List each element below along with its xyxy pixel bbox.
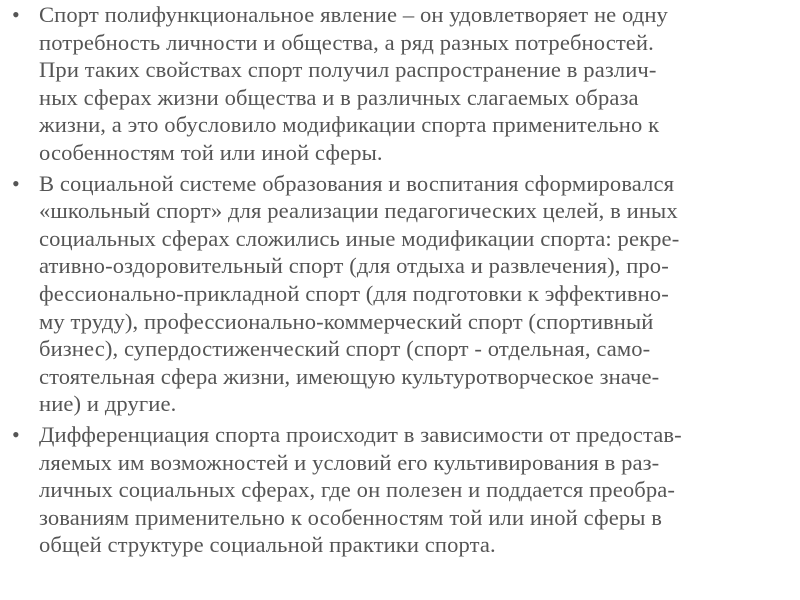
text-line: личных социальных сферах, где он полезен и поддается преобра- xyxy=(39,477,675,503)
text-line: общей структуре социальной практики спорта. xyxy=(39,532,496,558)
text-line: социальных сферах сложились иные модификации спорта: рекре- xyxy=(39,225,680,251)
text-line: фессионально-прикладной спорт (для подготовки к эффективно- xyxy=(39,280,669,306)
text-line: бизнес), супердостиженческий спорт (спорт - отдельная, само- xyxy=(39,336,651,362)
text-line: ние) и другие. xyxy=(39,391,177,417)
bullet-icon: • xyxy=(12,170,20,196)
text-line: «школьный спорт» для реализации педагогических целей, в иных xyxy=(39,198,678,224)
text-line: зованиям применительно к особенностям той или иной сферы в xyxy=(39,504,663,530)
text-line: потребность личности и общества, а ряд разных потребностей. xyxy=(39,29,654,55)
text-line: ативно-оздоровительный спорт (для отдыха и развлечения), про- xyxy=(39,253,669,279)
text-line: ляемых им возможностей и условий его культивирования в раз- xyxy=(39,449,660,475)
paragraph-text xyxy=(39,170,679,418)
text-line: Спорт полифункциональное явление – он удовлетворяет не одну xyxy=(39,2,668,27)
bullet-paragraph-2 xyxy=(10,170,782,418)
text-line: стоятельная сфера жизни, имеющую культуротворческое значе- xyxy=(39,363,660,389)
bullet-list xyxy=(10,1,782,559)
bullet-icon: • xyxy=(12,421,20,447)
bullet-paragraph-3 xyxy=(10,421,782,559)
paragraph-text xyxy=(39,1,668,167)
text-line: Дифференциация спорта происходит в зависимости от предостав- xyxy=(39,421,682,447)
paragraph-text xyxy=(39,421,682,559)
text-line: В социальной системе образования и воспитания сформировался xyxy=(39,170,675,196)
text-line: При таких свойствах спорт получил распространение в различ- xyxy=(39,57,657,83)
bullet-paragraph-1 xyxy=(10,1,782,167)
text-line: жизни, а это обусловило модификации спорта применительно к xyxy=(39,112,660,138)
bullet-icon: • xyxy=(12,2,20,27)
text-line: му труду), профессионально-коммерческий спорт (спортивный xyxy=(39,308,654,334)
text-line: особенностям той или иной сферы. xyxy=(39,139,383,165)
text-line: ных сферах жизни общества и в различных слагаемых образа xyxy=(39,84,639,110)
